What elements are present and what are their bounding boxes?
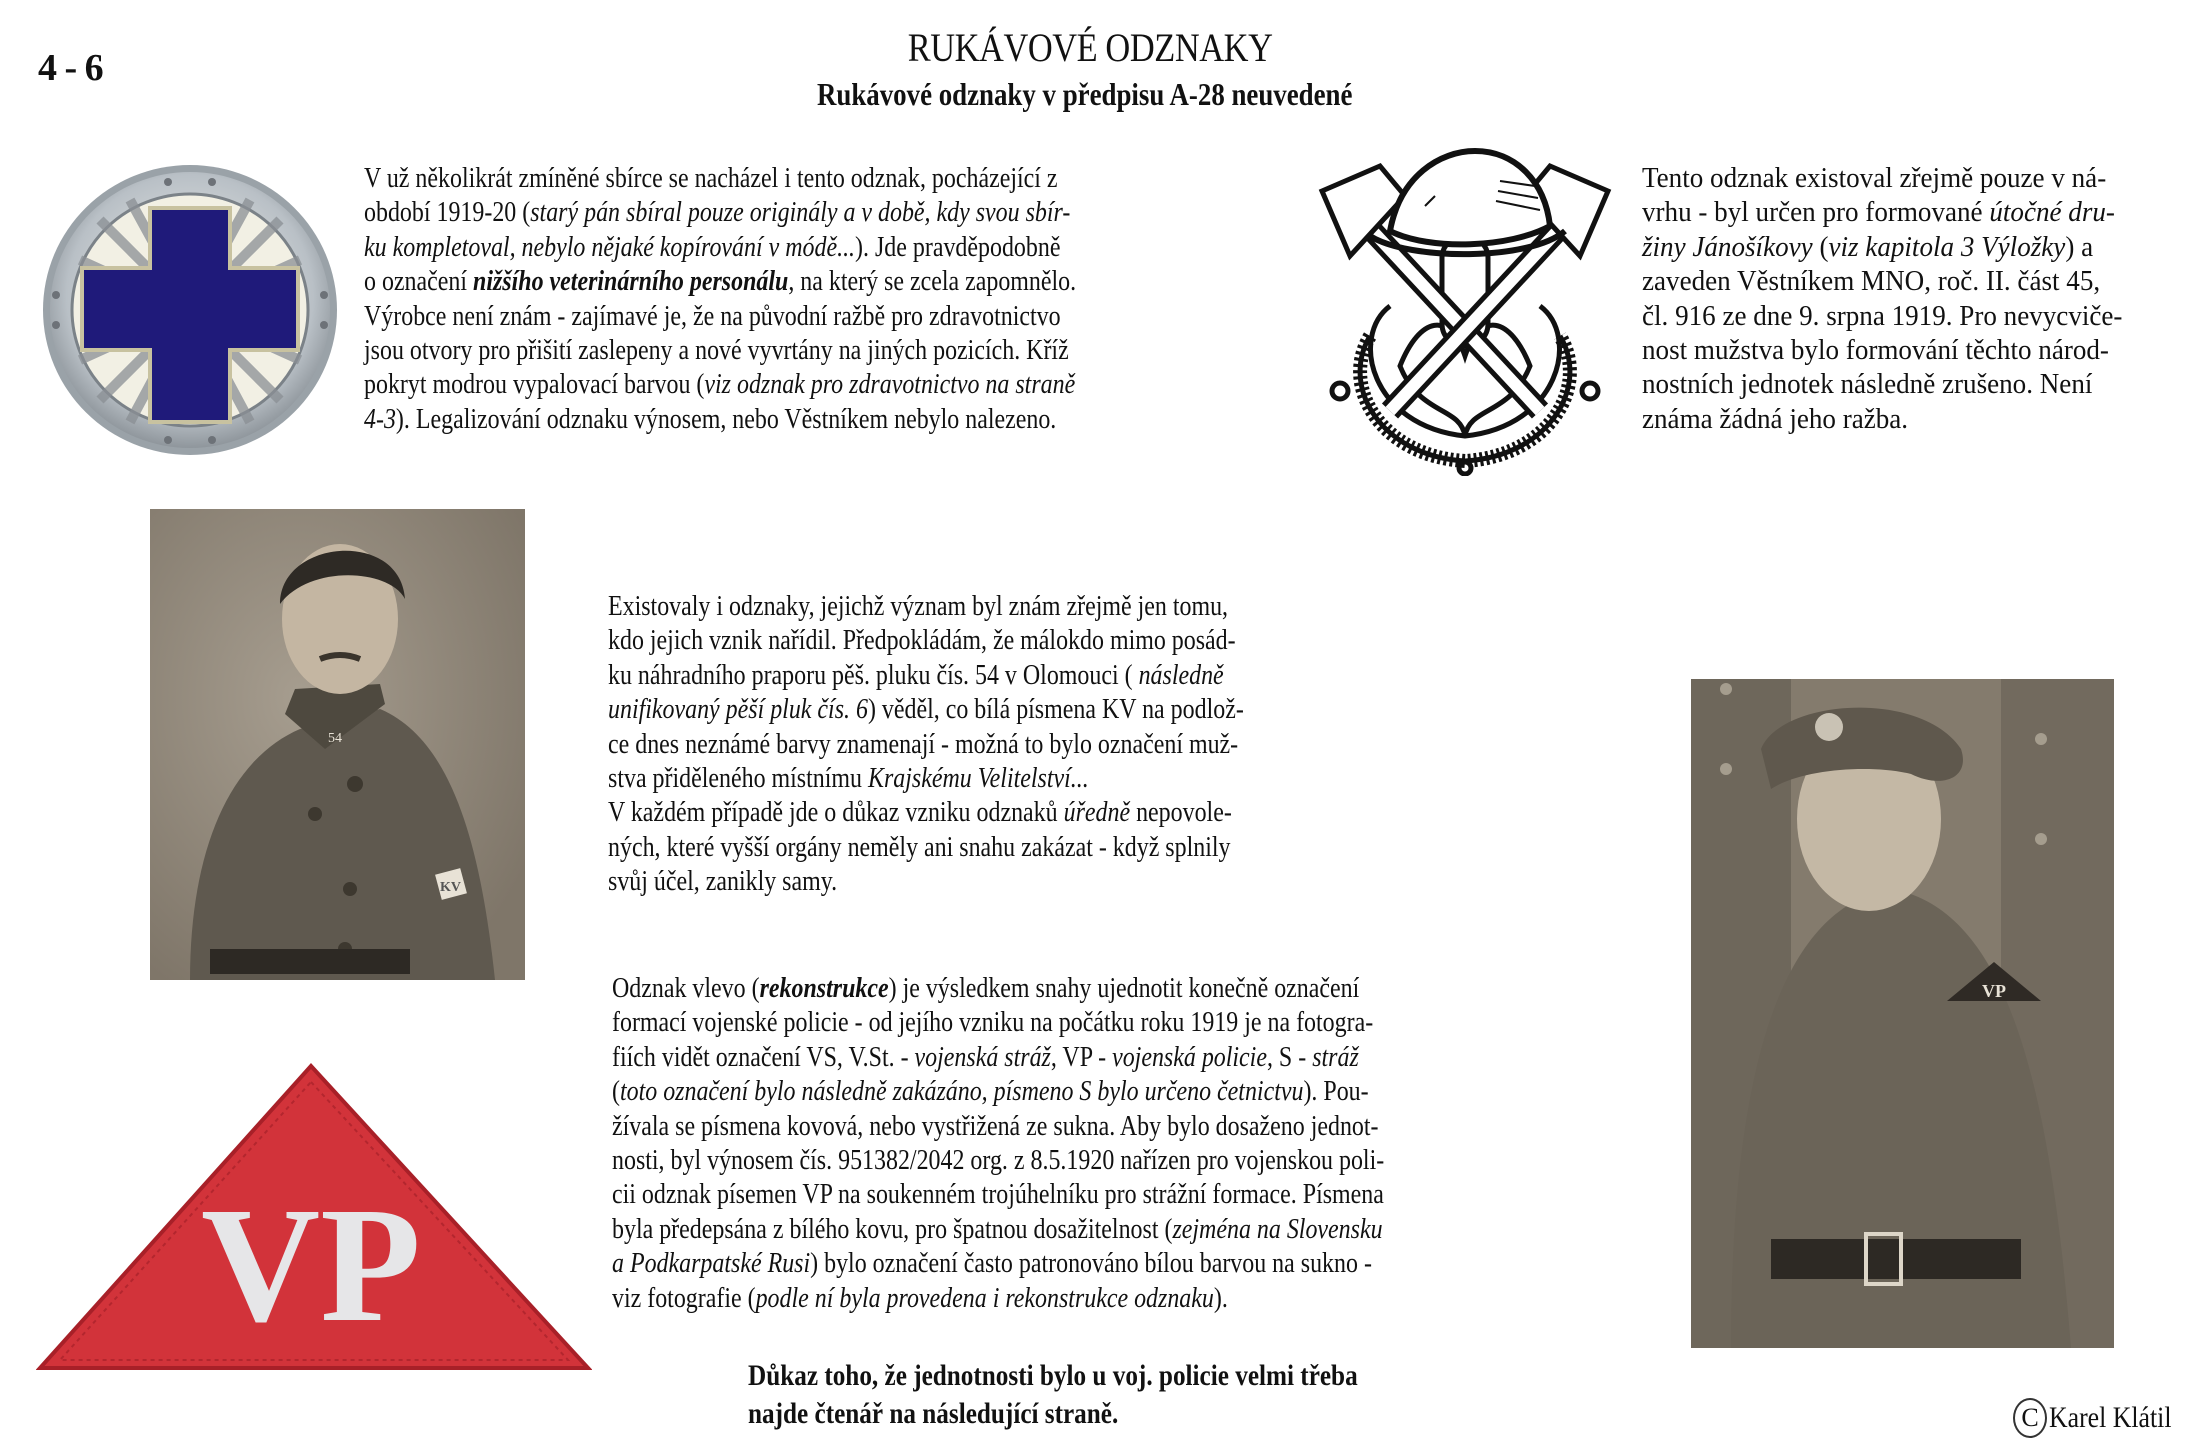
text-line: jsou otvory pro přišití zaslepeny a nové vyvrtány na jiných pozicích. Kříž (364, 335, 1069, 367)
text-line: zaveden Věstníkem MNO, roč. II. část 45, (1642, 266, 2101, 298)
text-line: žiny Jánošíkovy (viz kapitola 3 Výložky) a (1642, 231, 2094, 263)
next-page-note: Důkaz toho, že jednotnosti bylo u voj. policie velmi třeba najde čtenář na následující straně. (748, 1359, 1358, 1430)
text-line: žívala se písmena kovová, nebo vystřižená ze sukna. Aby bylo dosaženo jednot- (612, 1110, 1379, 1142)
text-line: o označení nižšího veterinárního personálu, na který se zcela zapomnělo. (364, 266, 1077, 298)
text-line: období 1919-20 (starý pán sbíral pouze originály a v době, kdy svou sbír- (364, 197, 1071, 229)
text-line: známa žádná jeho ražba. (1642, 403, 1909, 435)
text-line: byla předepsána z bílého kovu, pro špatnou dosažitelnost (zejména na Slovensku (612, 1213, 1383, 1245)
blue-cross-badge-icon (40, 160, 340, 460)
page-title: RUKÁVOVÉ ODZNAKY (907, 25, 1273, 70)
author-name: Karel Klátil (2049, 1401, 2172, 1434)
text-line: ných, které vyšší orgány neměly ani snahu zakázat - když splnily (608, 831, 1231, 863)
soldier-portrait-icon (150, 509, 525, 980)
vp-soldier-photo (1691, 679, 2114, 1348)
text-line: cii odznak písemen VP na soukenném trojúhelníku pro strážní formace. Písmena (612, 1179, 1384, 1211)
vp-badge-text (612, 972, 1531, 1316)
svg-text:VP: VP (1982, 981, 2006, 1001)
text-line: V každém případě jde o důkaz vzniku odznaků úředně nepovole- (608, 797, 1232, 829)
text-line: kdo jejich vznik nařídil. Předpokládám, že málokdo mimo posád- (608, 625, 1236, 657)
text-line: Výrobce není znám - zajímavé je, že na původní ražbě pro zdravotnictvo (364, 300, 1061, 332)
veterinary-badge-image (40, 160, 340, 460)
page-subtitle: Rukávové odznaky v předpisu A-28 neuvedené (817, 76, 1353, 112)
svg-text:VP: VP (201, 1173, 421, 1356)
text-line: stva přiděleného místnímu Krajskému Velitelství... (608, 763, 1089, 795)
copyright (2013, 1398, 2191, 1438)
text-line: ku náhradního praporu pěš. pluku čís. 54 v Olomouci ( následně (608, 659, 1224, 691)
text-line: Odznak vlevo (rekonstrukce) je výsledkem snahy ujednotit konečně označení (612, 973, 1360, 1004)
text-line: nosti, byl výnosem čís. 951382/2042 org. z 8.5.1920 nařízen pro vojenskou poli- (612, 1145, 1385, 1177)
text-line: nostních jednotek následně zrušeno. Není (1642, 369, 2093, 401)
text-line: svůj účel, zanikly samy. (608, 866, 838, 898)
text-line: viz fotografie (podle ní byla provedena i rekonstrukce odznaku). (612, 1282, 1228, 1314)
text-line: Tento odznak existoval zřejmě pouze v ná- (1642, 163, 2107, 194)
helmet-grenades-badge-icon (1310, 136, 1620, 476)
vp-triangle-icon (36, 1062, 592, 1372)
text-line: ku kompletoval, nebylo nějaké kopírování v módě...). Jde pravděpodobně (364, 231, 1061, 263)
text-line: fiích vidět označení VS, V.St. - vojenská stráž, VP - vojenská policie, S - stráž (612, 1041, 1359, 1073)
vp-triangle-badge (36, 1062, 592, 1372)
janosik-badge-text (1642, 162, 2148, 437)
janosik-badge-drawing (1310, 136, 1620, 476)
text-line: ce dnes neznámé barvy znamenají - možná to bylo označení muž- (608, 728, 1239, 760)
kv-soldier-photo (150, 509, 525, 980)
veterinary-badge-text (364, 162, 1212, 437)
page-number: 4 - 6 (38, 47, 103, 89)
text-line: a Podkarpatské Rusi) bylo označení často patronováno bílou barvou na sukno - (612, 1248, 1372, 1280)
copyright-icon: C (2013, 1398, 2047, 1438)
text-line: V už několikrát zmíněné sbírce se nacházel i tento odznak, pocházející z (364, 163, 1058, 194)
text-line: (toto označení bylo následně zakázáno, písmeno S bylo určeno četnictvu). Pou- (612, 1076, 1369, 1108)
soldier-beret-portrait-icon (1691, 679, 2114, 1348)
text-line: Existovaly i odznaky, jejichž význam byl znám zřejmě jen tomu, (608, 591, 1229, 622)
text-line: formací vojenské policie - od jejího vzniku na počátku roku 1919 je na fotogra- (612, 1007, 1374, 1039)
text-line: čl. 916 ze dne 9. srpna 1919. Pro nevycviče- (1642, 300, 2123, 332)
svg-text:KV: KV (440, 880, 461, 895)
kv-badge-text (608, 590, 1365, 900)
text-line: unifikovaný pěší pluk čís. 6) věděl, co bílá písmena KV na podlož- (608, 694, 1244, 726)
text-line: 4-3). Legalizování odznaku výnosem, nebo Věstníkem nebylo nalezeno. (364, 403, 1057, 435)
svg-text:54: 54 (328, 731, 342, 746)
text-line: vrhu - byl určen pro formované útočné dru- (1642, 197, 2115, 229)
text-line: nost mužstva bylo formování těchto národ- (1642, 335, 2109, 367)
text-line: pokryt modrou vypalovací barvou (viz odznak pro zdravotnictvo na straně (364, 369, 1076, 401)
